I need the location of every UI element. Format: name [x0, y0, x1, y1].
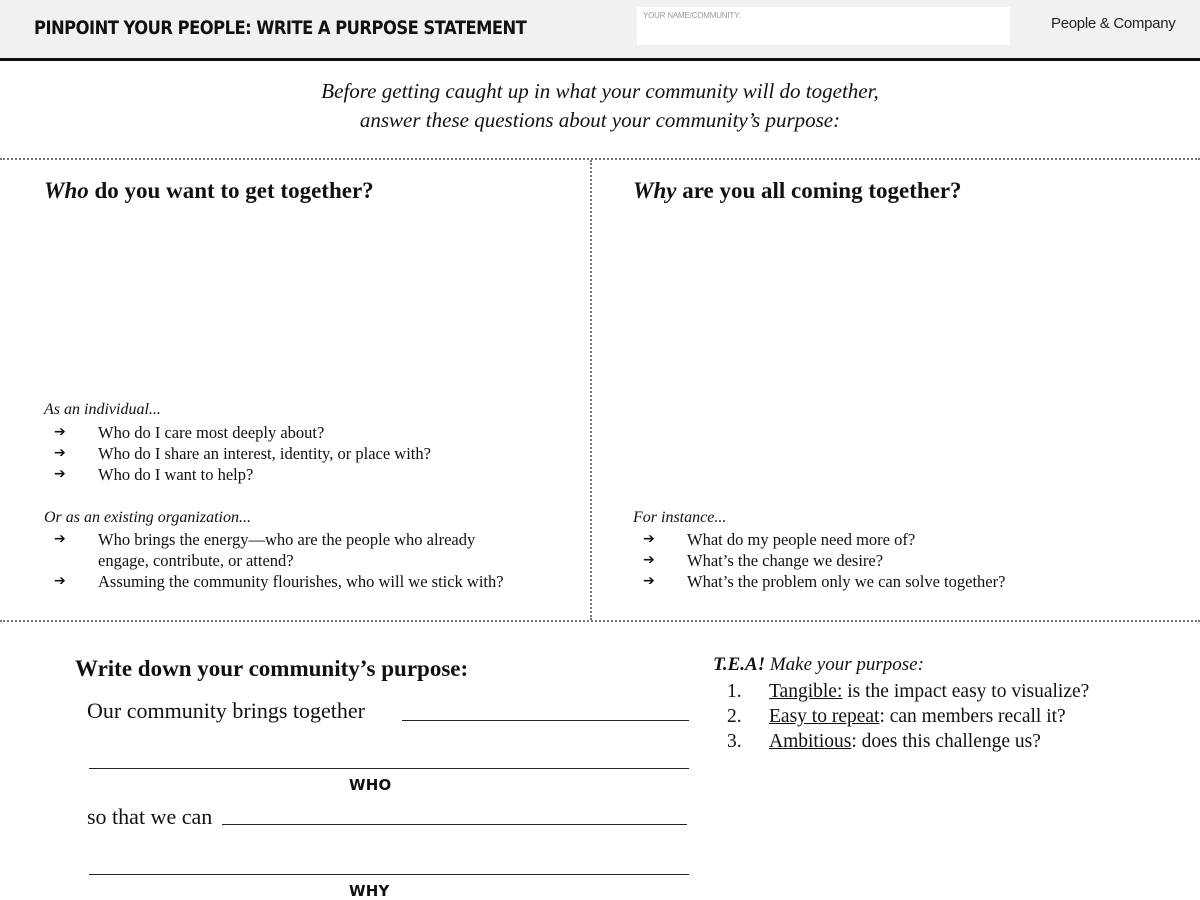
intro-line-1: Before getting caught up in what your community will do together,	[321, 79, 879, 103]
purpose-heading: Write down your community’s purpose:	[75, 656, 469, 681]
purpose-line-1-text: Our community brings together	[87, 698, 366, 723]
tea-heading-bold: T.E.A!	[713, 654, 766, 675]
list-item: 3. Ambitious: does this challenge us?	[727, 731, 1041, 752]
why-blank-line-2[interactable]	[89, 874, 689, 875]
list-item: ➔ Who do I care most deeply about?	[54, 423, 325, 442]
org-hint: Or as an existing organization...	[44, 509, 251, 526]
right-arrow-icon: ➔	[54, 424, 66, 440]
list-item: ➔ Who do I want to help?	[54, 465, 254, 484]
who-blank-line-1[interactable]	[402, 720, 689, 721]
who-heading-rest: do you want to get together?	[88, 178, 374, 203]
right-arrow-icon: ➔	[643, 531, 655, 547]
why-hint: For instance...	[633, 509, 727, 526]
why-blank-line-1[interactable]	[222, 824, 687, 825]
tea-list	[727, 679, 1089, 754]
intro-text	[0, 77, 1200, 135]
list-item: ➔ Who brings the energy—who are the people who already engage, contribute, or attend?	[54, 530, 476, 570]
list-item: ➔ What’s the problem only we can solve together?	[643, 572, 1006, 591]
right-arrow-icon: ➔	[54, 466, 66, 482]
page-title: PINPOINT YOUR PEOPLE: WRITE A PURPOSE STATEMENT	[34, 17, 527, 39]
intro-line-2: answer these questions about your community’s purpose:	[359, 108, 841, 132]
list-item: ➔ Assuming the community flourishes, who will we stick with?	[54, 572, 504, 591]
right-arrow-icon: ➔	[54, 573, 66, 589]
why-heading-rest: are you all coming together?	[676, 178, 962, 203]
who-heading-em: Who	[44, 178, 89, 203]
list-item: ➔ What do my people need more of?	[643, 530, 916, 549]
list-item: 1. Tangible: is the impact easy to visualize?	[727, 681, 1090, 702]
right-arrow-icon: ➔	[643, 552, 655, 568]
who-blank-line-2[interactable]	[89, 768, 689, 769]
header	[0, 0, 1200, 61]
dotted-divider-bottom	[0, 620, 1200, 622]
name-field-label: YOUR NAME/COMMUNITY:	[643, 11, 741, 20]
list-item: ➔ What’s the change we desire?	[643, 551, 884, 570]
tea-heading	[713, 654, 924, 676]
who-label: WHO	[349, 776, 392, 794]
brand-logo-text: People & Company	[1051, 15, 1176, 32]
list-item: 2. Easy to repeat: can members recall it?	[727, 706, 1066, 727]
list-item: ➔ Who do I share an interest, identity, or place with?	[54, 444, 431, 463]
why-heading-em: Why	[633, 178, 677, 203]
dotted-divider-top	[0, 158, 1200, 160]
org-list	[44, 529, 564, 592]
why-label: WHY	[349, 882, 390, 900]
individual-list	[44, 422, 564, 485]
why-list	[633, 529, 1173, 592]
tea-heading-rest: Make your purpose:	[765, 654, 924, 675]
dotted-divider-vertical	[590, 160, 592, 620]
right-arrow-icon: ➔	[643, 573, 655, 589]
why-heading	[633, 178, 962, 204]
right-arrow-icon: ➔	[54, 531, 66, 547]
individual-hint: As an individual...	[44, 401, 161, 418]
name-community-field[interactable]	[637, 7, 1010, 45]
who-heading	[44, 178, 374, 204]
purpose-line-2-text: so that we can	[87, 804, 213, 829]
right-arrow-icon: ➔	[54, 445, 66, 461]
